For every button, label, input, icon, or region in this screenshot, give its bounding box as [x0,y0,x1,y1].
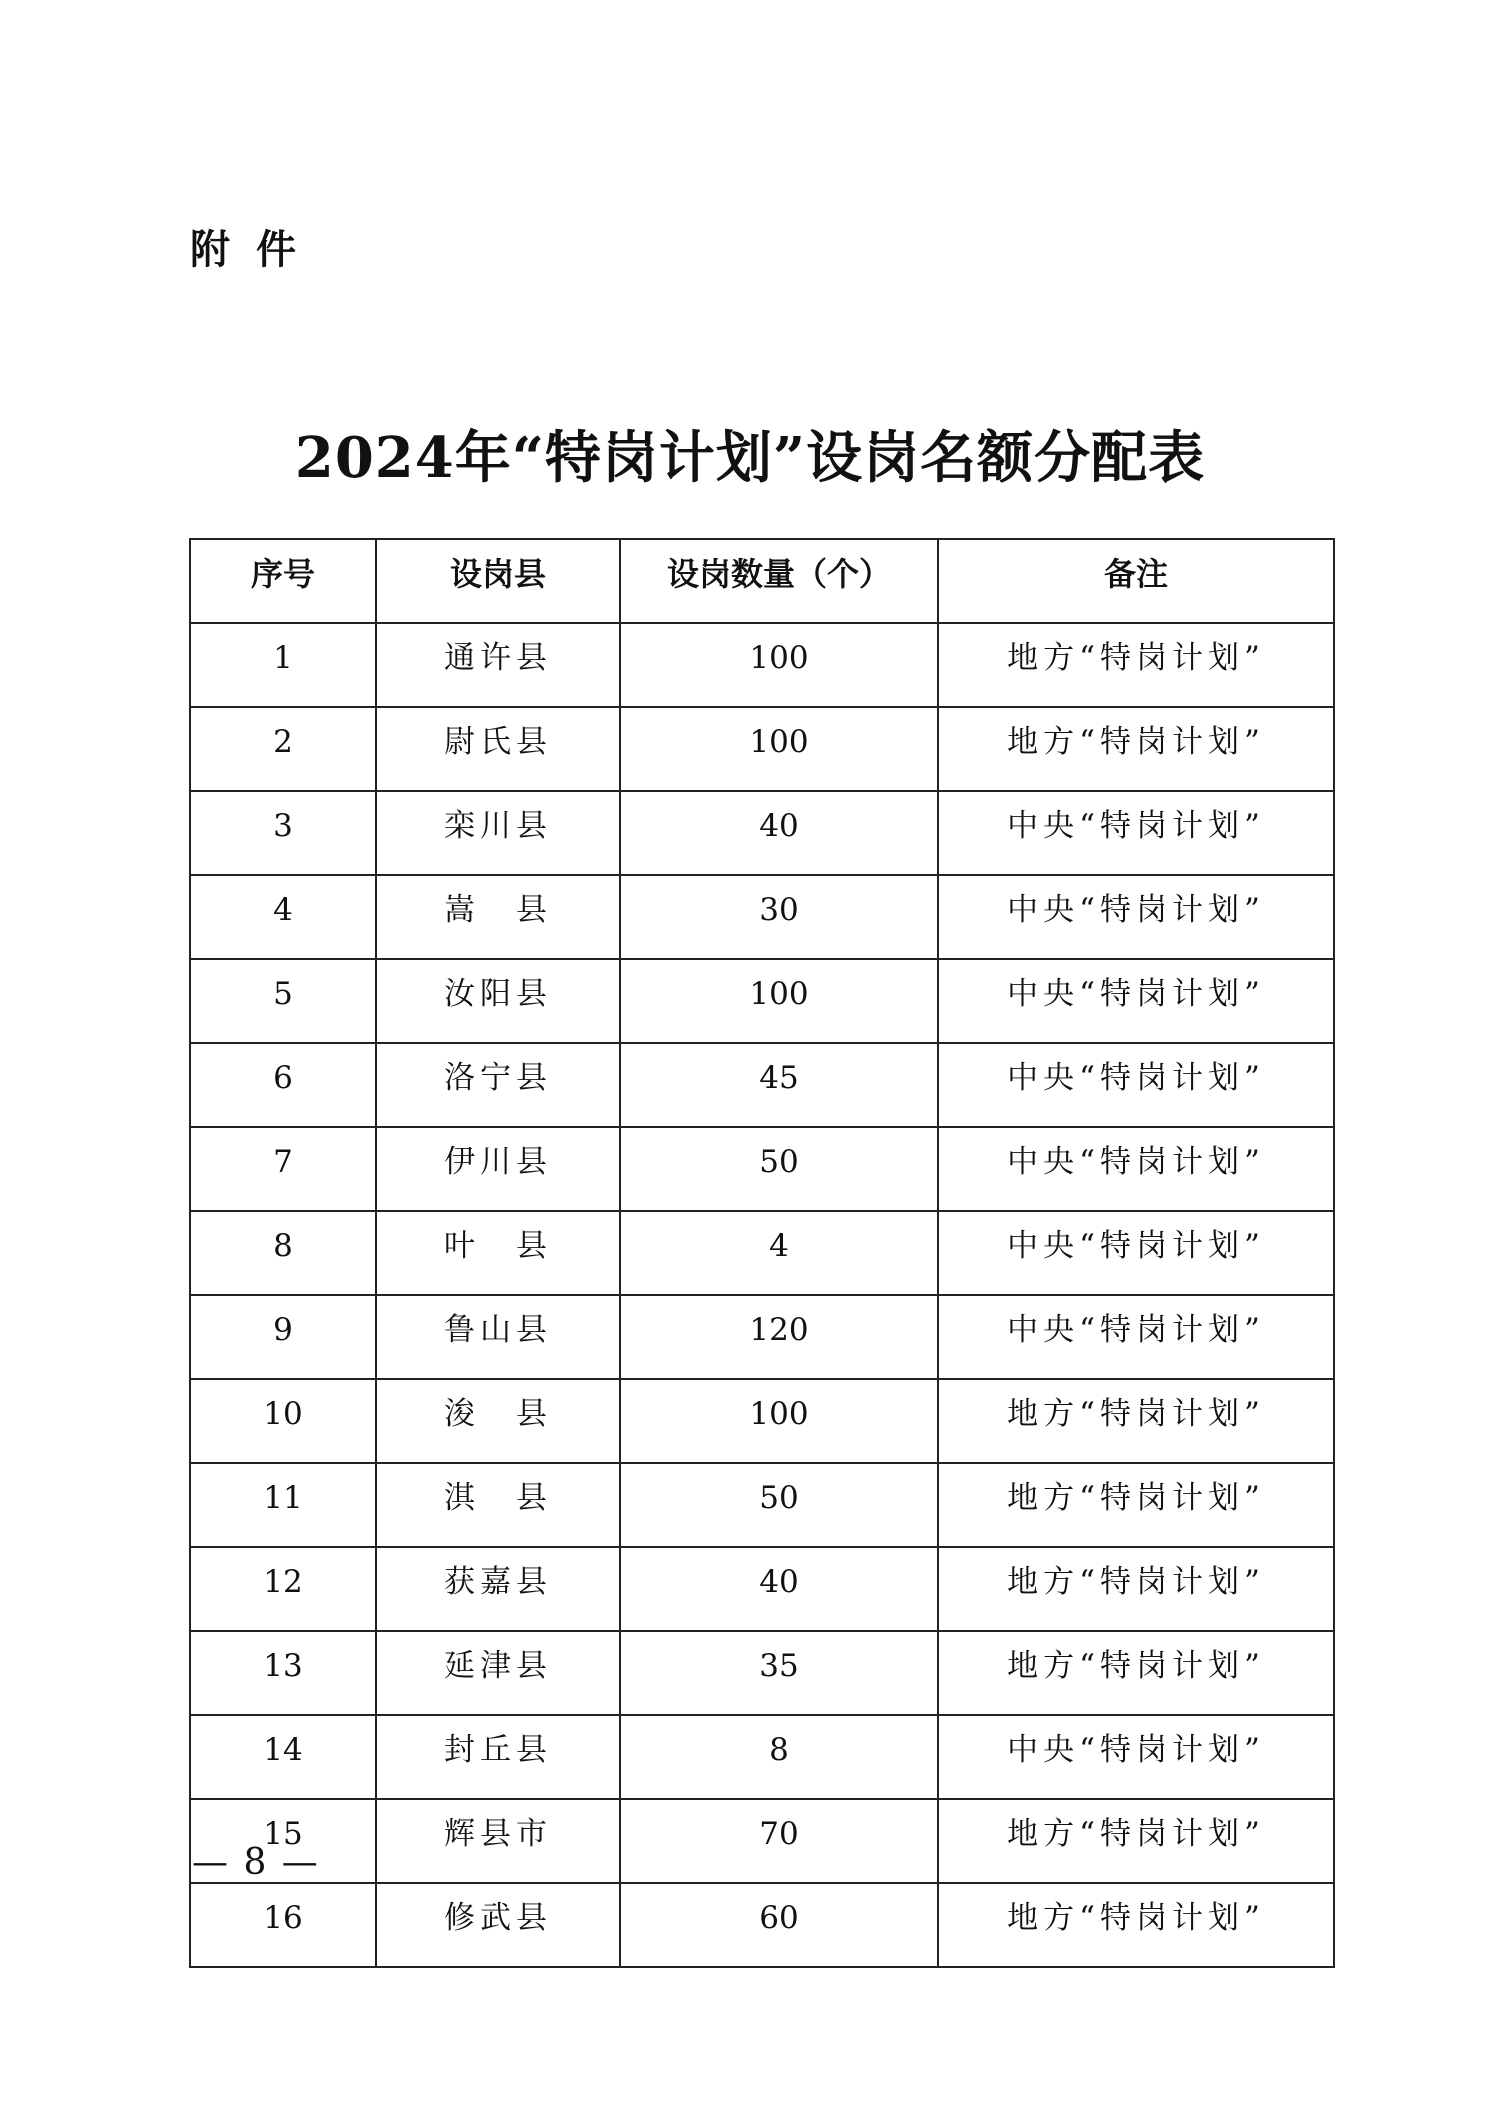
county-cell: 嵩 县 [376,875,620,959]
count-cell: 100 [620,1379,938,1463]
note-cell: 中央“特岗计划” [938,959,1334,1043]
note-cell: 中央“特岗计划” [938,1295,1334,1379]
seq-cell: 11 [190,1463,376,1547]
note-cell: 中央“特岗计划” [938,1715,1334,1799]
seq-cell: 6 [190,1043,376,1127]
seq-cell: 15 [190,1799,376,1883]
note-cell: 地方“特岗计划” [938,707,1334,791]
table-row [190,959,1334,1043]
header-count: 设岗数量（个） [620,539,938,623]
county-cell: 伊川县 [376,1127,620,1211]
count-cell: 40 [620,791,938,875]
count-cell: 40 [620,1547,938,1631]
note-cell: 中央“特岗计划” [938,1127,1334,1211]
table-row [190,1715,1334,1799]
count-cell: 60 [620,1883,938,1967]
count-cell: 100 [620,623,938,707]
seq-cell: 4 [190,875,376,959]
county-cell: 修武县 [376,1883,620,1967]
count-cell: 100 [620,959,938,1043]
header-seq: 序号 [190,539,376,623]
note-cell: 中央“特岗计划” [938,875,1334,959]
county-cell: 浚 县 [376,1379,620,1463]
table-row [190,1295,1334,1379]
note-cell: 地方“特岗计划” [938,1883,1334,1967]
count-cell: 8 [620,1715,938,1799]
county-cell: 通许县 [376,623,620,707]
county-cell: 叶 县 [376,1211,620,1295]
seq-cell: 8 [190,1211,376,1295]
note-cell: 地方“特岗计划” [938,1799,1334,1883]
allocation-table [189,538,1335,1968]
document-title: 2024年“特岗计划”设岗名额分配表 [294,425,1206,491]
table-row [190,1631,1334,1715]
count-cell: 45 [620,1043,938,1127]
seq-cell: 9 [190,1295,376,1379]
county-cell: 获嘉县 [376,1547,620,1631]
table-row [190,623,1334,707]
table-header-row [190,539,1334,623]
seq-cell: 16 [190,1883,376,1967]
table-row [190,1547,1334,1631]
table-row [190,1043,1334,1127]
note-cell: 地方“特岗计划” [938,1463,1334,1547]
table-row [190,707,1334,791]
note-cell: 地方“特岗计划” [938,1379,1334,1463]
seq-cell: 10 [190,1379,376,1463]
note-cell: 地方“特岗计划” [938,1547,1334,1631]
county-cell: 封丘县 [376,1715,620,1799]
note-cell: 地方“特岗计划” [938,1631,1334,1715]
count-cell: 100 [620,707,938,791]
seq-cell: 1 [190,623,376,707]
seq-cell: 3 [190,791,376,875]
table-row [190,1379,1334,1463]
header-note: 备注 [938,539,1334,623]
count-cell: 4 [620,1211,938,1295]
header-county: 设岗县 [376,539,620,623]
county-cell: 辉县市 [376,1799,620,1883]
count-cell: 70 [620,1799,938,1883]
count-cell: 50 [620,1463,938,1547]
county-cell: 汝阳县 [376,959,620,1043]
county-cell: 延津县 [376,1631,620,1715]
county-cell: 洛宁县 [376,1043,620,1127]
count-cell: 50 [620,1127,938,1211]
table-row [190,875,1334,959]
count-cell: 30 [620,875,938,959]
seq-cell: 14 [190,1715,376,1799]
seq-cell: 2 [190,707,376,791]
note-cell: 中央“特岗计划” [938,1211,1334,1295]
table-row [190,1127,1334,1211]
seq-cell: 7 [190,1127,376,1211]
table-row [190,791,1334,875]
seq-cell: 5 [190,959,376,1043]
note-cell: 中央“特岗计划” [938,1043,1334,1127]
note-cell: 地方“特岗计划” [938,623,1334,707]
note-cell: 中央“特岗计划” [938,791,1334,875]
county-cell: 尉氏县 [376,707,620,791]
seq-cell: 12 [190,1547,376,1631]
table-row [190,1799,1334,1883]
county-cell: 鲁山县 [376,1295,620,1379]
count-cell: 120 [620,1295,938,1379]
count-cell: 35 [620,1631,938,1715]
page-number: — 8 — [192,1842,320,1883]
county-cell: 栾川县 [376,791,620,875]
county-cell: 淇 县 [376,1463,620,1547]
attachment-label: 附件 [190,227,322,273]
seq-cell: 13 [190,1631,376,1715]
table-row [190,1883,1334,1967]
table-row [190,1211,1334,1295]
table-row [190,1463,1334,1547]
